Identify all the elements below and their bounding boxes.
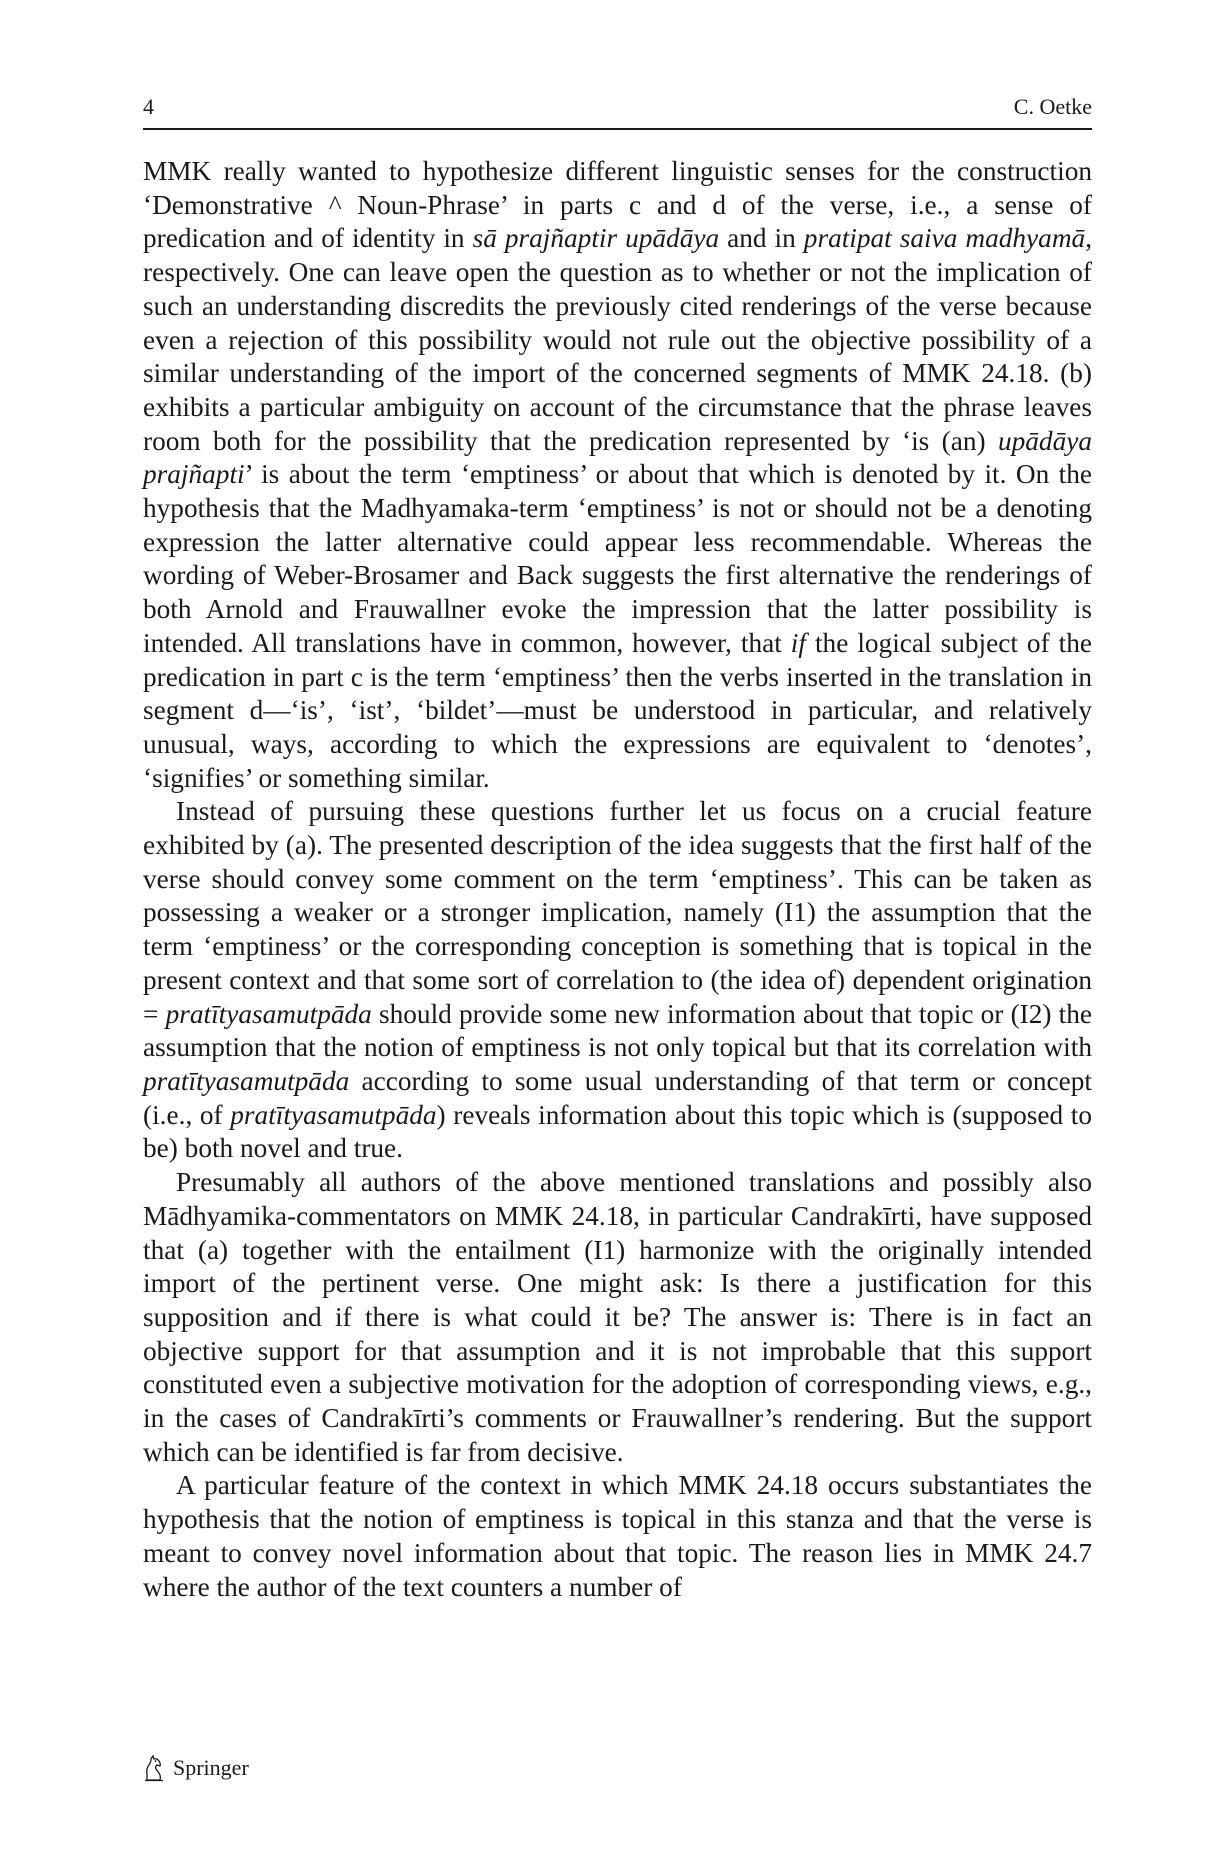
- italic-term: pratītyasamutpāda: [165, 998, 372, 1029]
- italic-term: pratītyasamutpāda: [143, 1065, 350, 1096]
- publisher-name: Springer: [173, 1755, 249, 1780]
- text-run: A particular feature of the context in which MMK 24.18 occurs substantiates the hypothesis that the notion of emptiness is topical in this stanza and that the verse is meant to convey novel information about that topic. The reason lies in MMK 24.7 where the author of the text counters a number of: [143, 1470, 1092, 1602]
- text-run: the logical subject of the predication in part c is the term ‘emptiness’ then the verbs inserted in the translation in segment d—‘is’, ‘ist’, ‘bildet’—must be understood in particular, and relatively unusual, ways, according to which the expressions are equivalent to ‘denotes’, ‘signifies’ or something similar.: [143, 627, 1093, 793]
- text-run: and in: [719, 223, 804, 254]
- body-text: [143, 155, 1092, 1604]
- text-run: should provide some new information about that topic or (I2) the assumption that the notion of emptiness is not only topical but that its correlation with: [143, 998, 1093, 1063]
- page-footer: [143, 1752, 249, 1784]
- page-header: [143, 88, 1092, 130]
- text-run: , respectively. One can leave open the question as to whether or not the implication of such an understanding discredits the previously cited renderings of the verse because even a rejection of this possibility would not rule out the objective possibility of a similar understanding of the import of the concerned segments of MMK 24.18. (b) exhibits a particular ambiguity on account of the circumstance that the phrase leaves room both for the possibility that the predication represented by ‘is (an): [143, 223, 1093, 456]
- italic-term: pratītyasamutpāda: [230, 1099, 437, 1130]
- page-number: 4: [143, 94, 154, 119]
- text-run: Instead of pursuing these questions further let us focus on a crucial feature exhibited by (a). The presented description of the idea suggests that the first half of the verse should convey some comment on the term ‘emptiness’. This can be taken as possessing a weaker or a stronger implication, namely (I1) the assumption that the term ‘emptiness’ or the corresponding conception is something that is topical in the present context and that some sort of correlation to (the idea of) dependent origination =: [143, 796, 1092, 1029]
- italic-term: pratipat saiva madhyamā: [803, 223, 1086, 254]
- italic-term: if: [790, 627, 806, 658]
- springer-horse-icon: [143, 1754, 165, 1782]
- text-run: Presumably all authors of the above mentioned translations and possibly also Mādhyamika-commentators on MMK 24.18, in particular Candrakīrti, have supposed that (a) together with the entailment (I1) harmonize with the originally intended import of the pertinent verse. One might ask: Is there a justification for this supposition and if there is what could it be? The answer is: There is in fact an objective support for that assumption and it is not improbable that this support constituted even a subjective motivation for the adoption of corresponding views, e.g., in the cases of Candrakīrti’s comments or Frauwallner’s rendering. But the support which can be identified is far from decisive.: [143, 1167, 1092, 1467]
- running-head: C. Oetke: [1013, 94, 1092, 119]
- paragraph: [143, 795, 1092, 1166]
- text-run: MMK really wanted to hypothesize different linguistic senses for the construction ‘Demonstrative ^ Noun-Phrase’ in parts c and d of the verse, i.e., a sense of predication and of identity in: [143, 156, 1092, 254]
- text-run: according to some usual understanding of that term or concept (i.e., of: [143, 1065, 1092, 1130]
- text-run: ) reveals information about this topic which is (supposed to be) both novel and true.: [143, 1099, 1092, 1164]
- paragraph: [143, 155, 1092, 795]
- italic-term: upādāya prajñapti: [143, 425, 1092, 490]
- text-run: ’ is about the term ‘emptiness’ or about that which is denoted by it. On the hypothesis that the Madhyamaka-term ‘emptiness’ is not or should not be a denoting expression the latter alternative could appear less recommendable. Whereas the wording of Weber-Brosamer and Back suggests the first alternative the renderings of both Arnold and Frauwallner evoke the impression that the latter possibility is intended. All translations have in common, however, that: [143, 459, 1092, 658]
- paragraph: [143, 1469, 1092, 1604]
- paragraph: [143, 1166, 1092, 1469]
- italic-term: sā prajñaptir upādāya: [472, 223, 720, 254]
